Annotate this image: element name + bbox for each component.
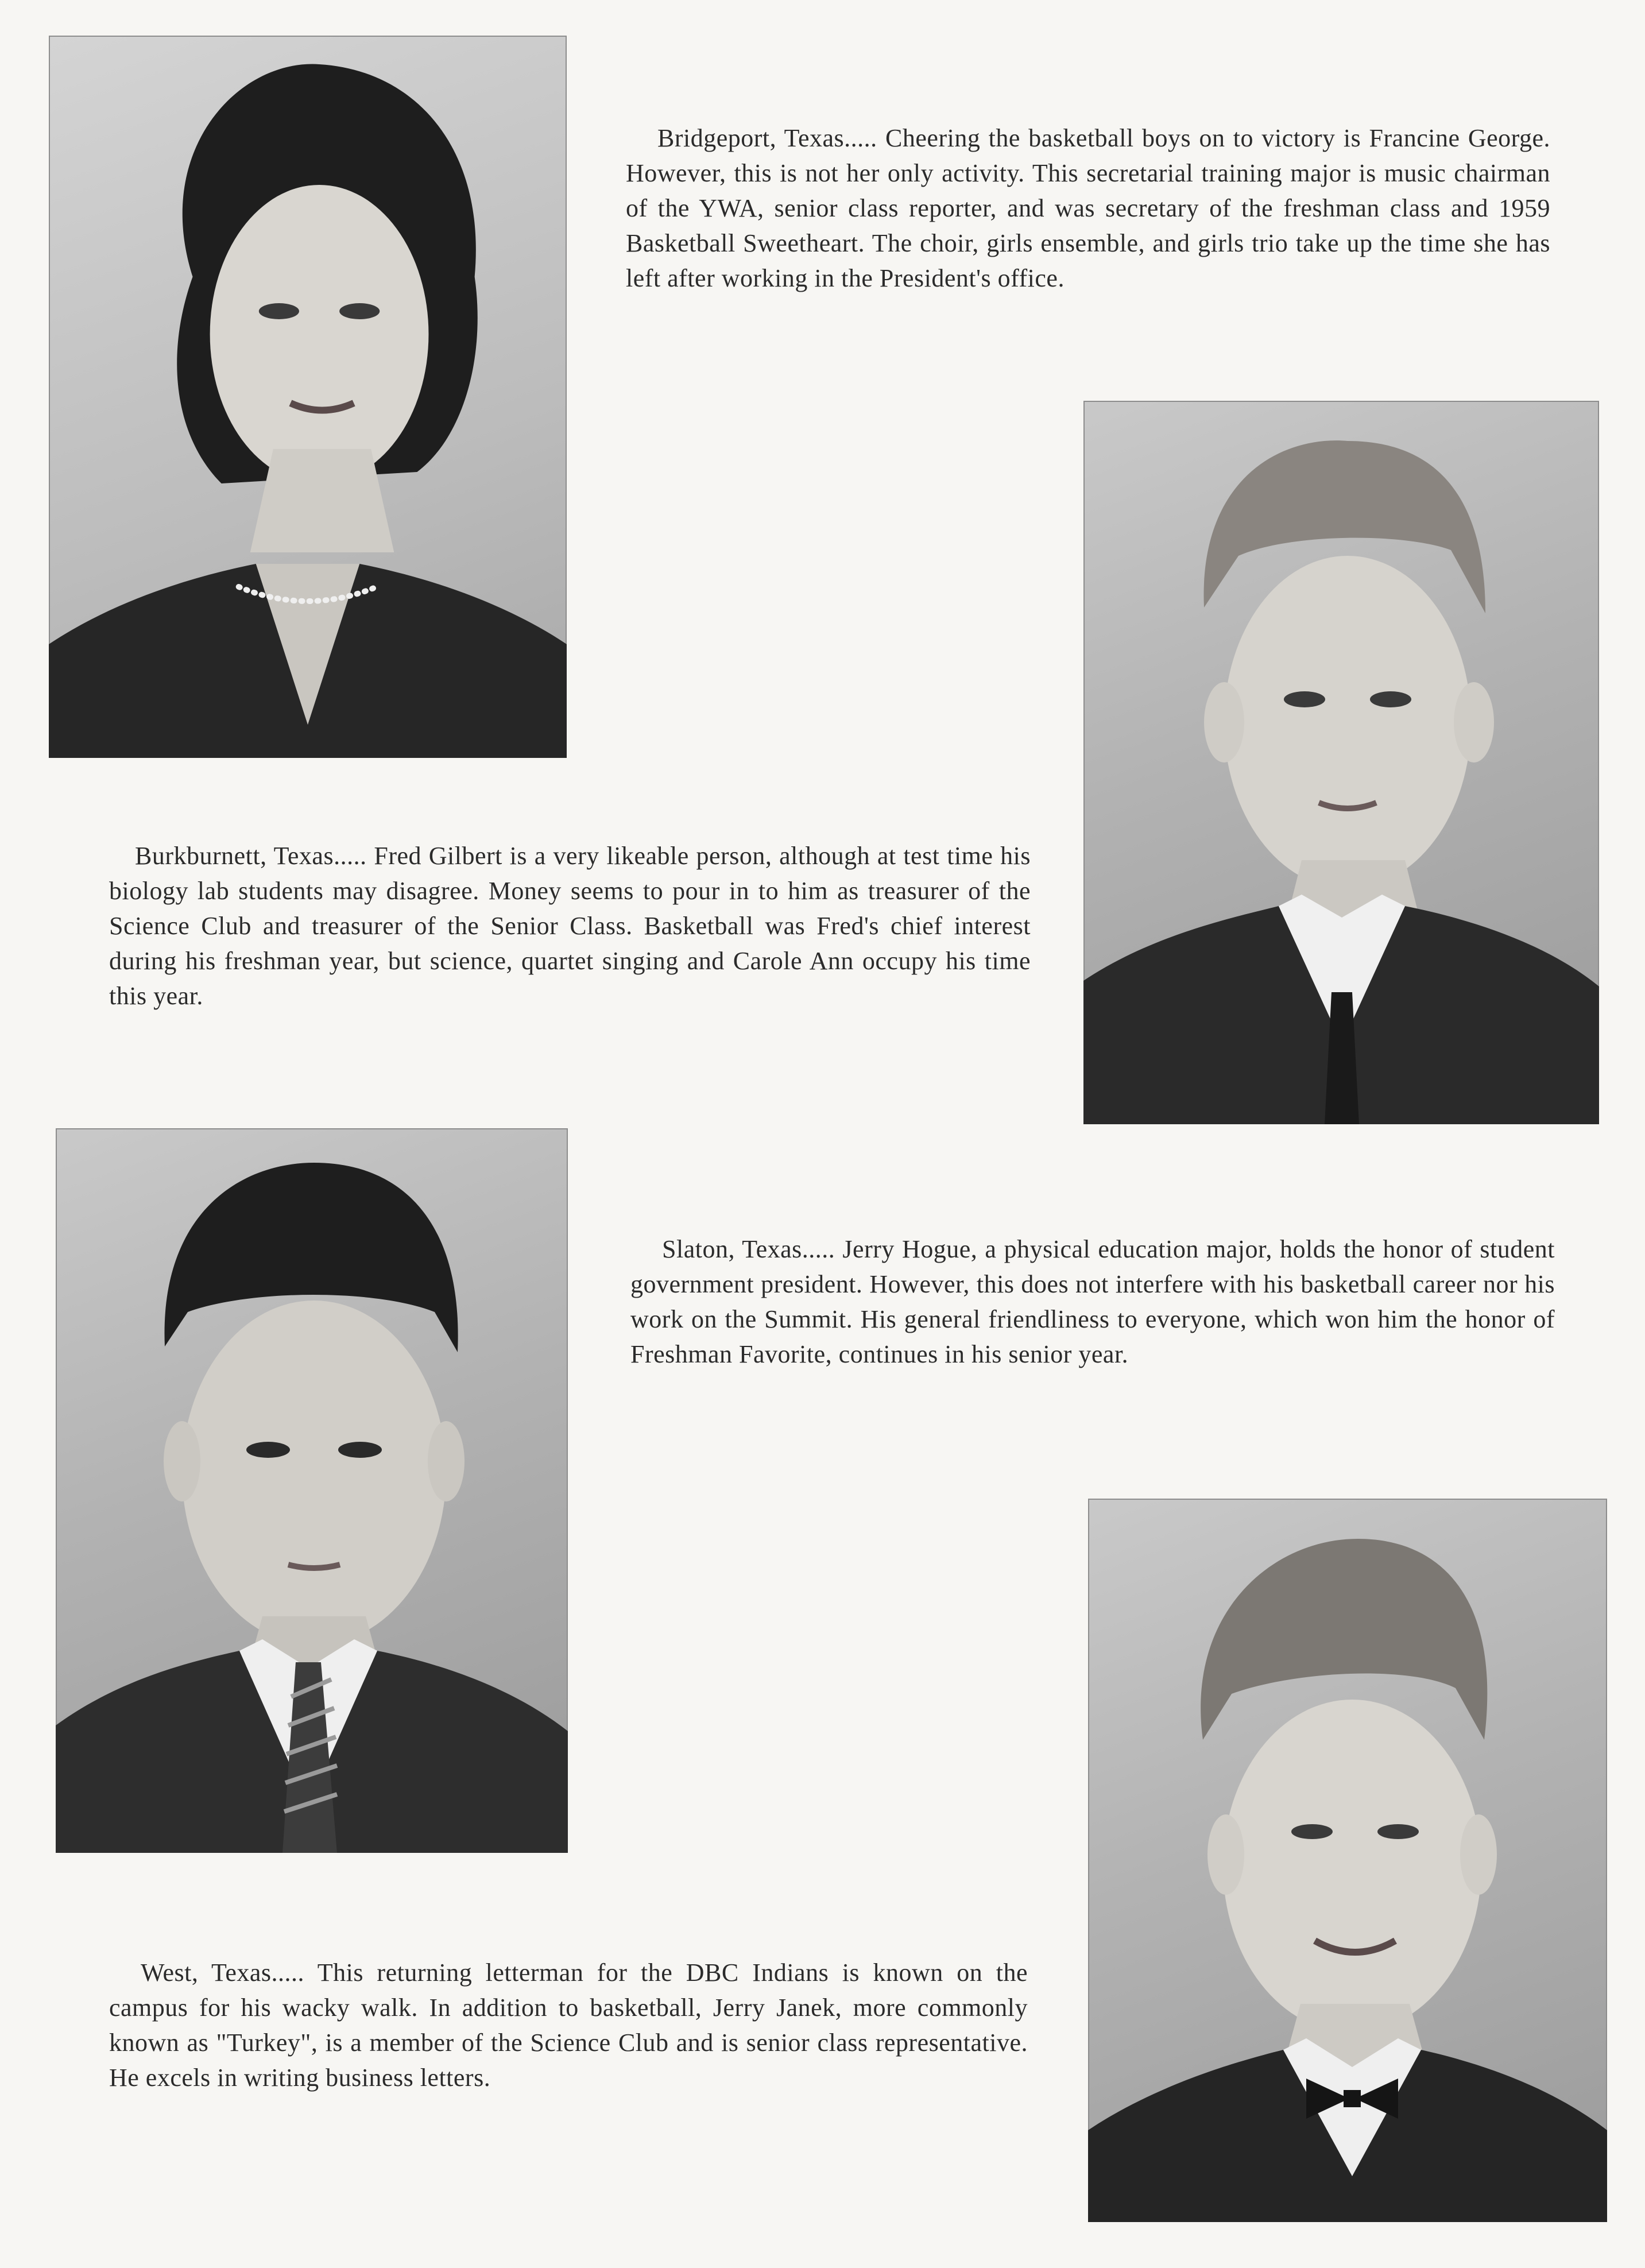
portrait-photo-jerry-janek [1088, 1499, 1607, 2222]
portrait-photo-jerry-hogue [56, 1128, 568, 1853]
caption-place: Burkburnett, Texas..... [135, 842, 367, 870]
caption-text: Jerry Hogue, a physical education major, holds the honor of student government president. However, this does not interfere with his basketball career nor his work on the Summit. His general friendliness to everyone, which won him the honor of Freshman Favorite, continues in his senior year. [630, 1235, 1555, 1368]
caption-place: Bridgeport, Texas..... [657, 124, 877, 152]
portrait-photo-francine-george [49, 36, 567, 758]
portrait-photo-fred-gilbert [1083, 401, 1599, 1124]
caption-jerry-hogue [630, 1232, 1555, 1372]
caption-text: Fred Gilbert is a very likeable person, although at test time his biology lab students may disagree. Money seems to pour in to him as treasurer of the Science Club and treasurer of the Senior Class. Basketball was Fred's chief interest during his freshman year, but science, quartet singing and Carole Ann occupy his time this year. [109, 842, 1031, 1010]
caption-place: Slaton, Texas..... [662, 1235, 835, 1263]
caption-fred-gilbert [109, 838, 1031, 1013]
caption-jerry-janek [109, 1955, 1028, 2095]
caption-text: Cheering the basketball boys on to victory is Francine George. However, this is not her only activity. This secretarial training major is music chairman of the YWA, senior class reporter, and was secretary of the freshman class and 1959 Basketball Sweetheart. The choir, girls ensemble, and girls trio take up the time she has left after working in the President's office. [626, 124, 1551, 292]
caption-text: This returning letterman for the DBC Indians is known on the campus for his wacky walk. In addition to basketball, Jerry Janek, more commonly known as "Turkey", is a member of the Science Club and is senior class representative. He excels in writing business letters. [109, 1959, 1028, 2092]
caption-place: West, Texas..... [141, 1959, 305, 1987]
caption-francine-george [626, 121, 1550, 296]
